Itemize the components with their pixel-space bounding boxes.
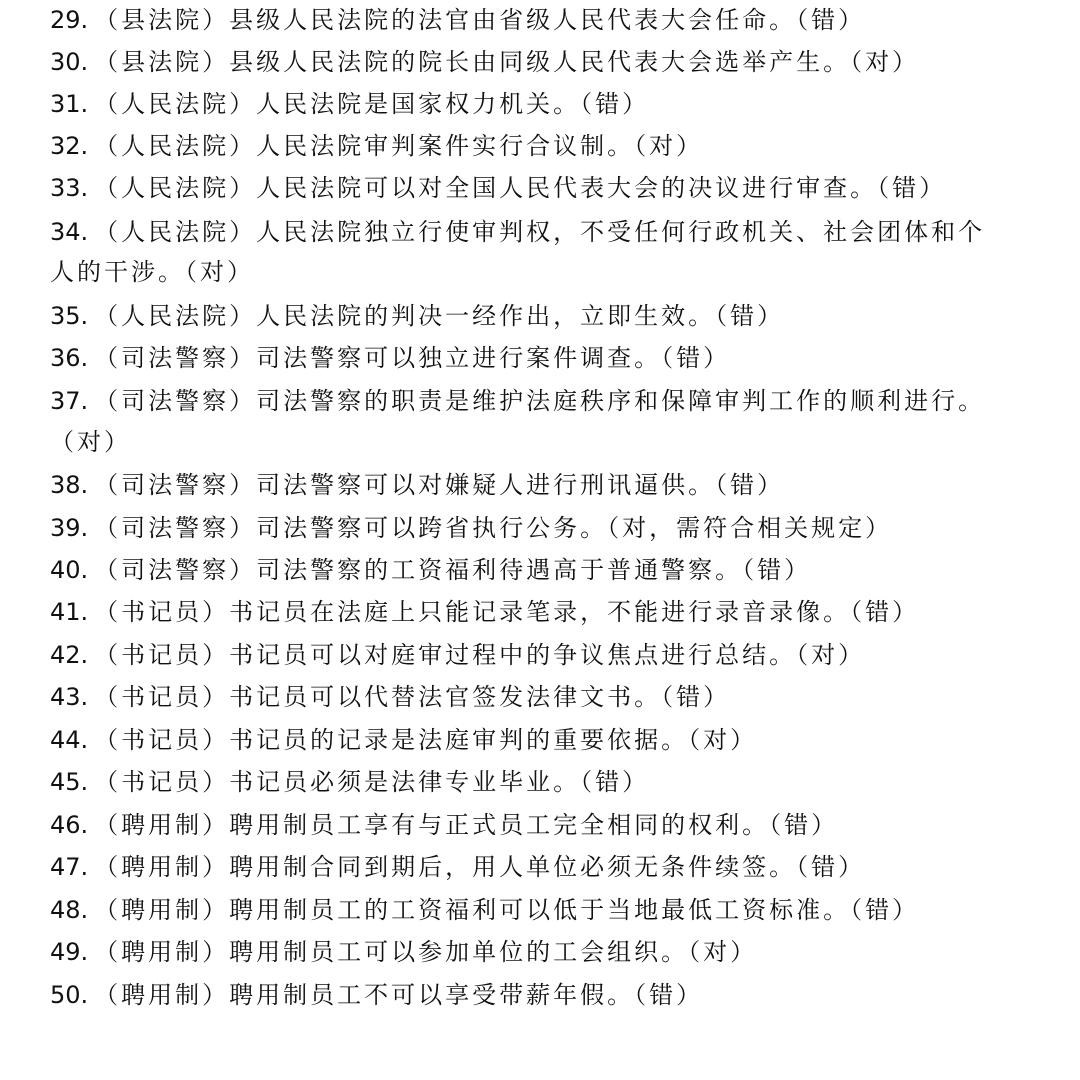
question-number: 30. <box>50 48 89 76</box>
question-text: （聘用制）聘用制员工享有与正式员工完全相同的权利。（错） <box>94 811 839 839</box>
question-34 <box>50 212 985 252</box>
question-text: （司法警察）司法警察可以对嫌疑人进行刑讯逼供。（错） <box>94 471 785 499</box>
question-44 <box>50 720 757 760</box>
question-number: 35. <box>50 302 89 330</box>
question-text: （人民法院）人民法院独立行使审判权，不受任何行政机关、社会团体和个 <box>94 218 986 246</box>
question-text: （书记员）书记员必须是法律专业毕业。（错） <box>94 768 650 796</box>
question-text-continuation: 人的干涉。（对） <box>50 258 254 286</box>
question-text: （书记员）书记员的记录是法庭审判的重要依据。（对） <box>94 726 758 754</box>
question-40 <box>50 550 811 590</box>
question-48 <box>50 890 919 930</box>
question-number: 37. <box>50 387 89 415</box>
question-50 <box>50 975 703 1015</box>
question-text: （人民法院）人民法院可以对全国人民代表大会的决议进行审查。（错） <box>94 174 947 202</box>
question-text: （聘用制）聘用制员工不可以享受带薪年假。（错） <box>94 981 704 1009</box>
question-text: （司法警察）司法警察可以跨省执行公务。（对，需符合相关规定） <box>94 514 893 542</box>
question-number: 46. <box>50 811 89 839</box>
question-number: 34. <box>50 218 89 246</box>
question-number: 38. <box>50 471 89 499</box>
question-34-continuation <box>50 252 254 292</box>
question-32 <box>50 126 703 166</box>
question-number: 49. <box>50 938 89 966</box>
question-number: 31. <box>50 90 89 118</box>
question-text: （人民法院）人民法院审判案件实行合议制。（对） <box>94 132 704 160</box>
question-text: （聘用制）聘用制合同到期后，用人单位必须无条件续签。（错） <box>94 853 866 881</box>
question-text: （聘用制）聘用制员工的工资福利可以低于当地最低工资标准。（错） <box>94 896 920 924</box>
question-text: （司法警察）司法警察可以独立进行案件调查。（错） <box>94 344 731 372</box>
question-text: （县法院）县级人民法院的法官由省级人民代表大会任命。（错） <box>94 6 866 34</box>
question-37-continuation <box>50 422 131 462</box>
question-39 <box>50 508 892 548</box>
question-number: 36. <box>50 344 89 372</box>
question-43 <box>50 677 730 717</box>
question-text: （司法警察）司法警察的职责是维护法庭秩序和保障审判工作的顺利进行。 <box>94 387 986 415</box>
question-number: 44. <box>50 726 89 754</box>
question-31 <box>50 84 649 124</box>
question-number: 43. <box>50 683 89 711</box>
question-text: （书记员）书记员可以对庭审过程中的争议焦点进行总结。（对） <box>94 641 866 669</box>
question-number: 29. <box>50 6 89 34</box>
question-36 <box>50 338 730 378</box>
question-number: 41. <box>50 598 89 626</box>
question-number: 47. <box>50 853 89 881</box>
question-text: （书记员）书记员可以代替法官签发法律文书。（错） <box>94 683 731 711</box>
question-text: （聘用制）聘用制员工可以参加单位的工会组织。（对） <box>94 938 758 966</box>
question-text: （县法院）县级人民法院的院长由同级人民代表大会选举产生。（对） <box>94 48 920 76</box>
question-text: （司法警察）司法警察的工资福利待遇高于普通警察。（错） <box>94 556 812 584</box>
question-46 <box>50 805 838 845</box>
question-49 <box>50 932 757 972</box>
question-38 <box>50 465 784 505</box>
question-30 <box>50 42 919 82</box>
question-29 <box>50 0 865 40</box>
question-text-continuation: （对） <box>50 428 131 456</box>
question-text: （书记员）书记员在法庭上只能记录笔录，不能进行录音录像。（错） <box>94 598 920 626</box>
question-number: 39. <box>50 514 89 542</box>
question-number: 45. <box>50 768 89 796</box>
question-47 <box>50 847 865 887</box>
question-text: （人民法院）人民法院是国家权力机关。（错） <box>94 90 650 118</box>
question-41 <box>50 592 919 632</box>
question-text: （人民法院）人民法院的判决一经作出，立即生效。（错） <box>94 302 785 330</box>
question-number: 33. <box>50 174 89 202</box>
question-number: 40. <box>50 556 89 584</box>
question-number: 48. <box>50 896 89 924</box>
question-number: 50. <box>50 981 89 1009</box>
question-number: 42. <box>50 641 89 669</box>
question-35 <box>50 296 784 336</box>
question-45 <box>50 762 649 802</box>
question-number: 32. <box>50 132 89 160</box>
question-33 <box>50 168 946 208</box>
question-42 <box>50 635 865 675</box>
question-37 <box>50 381 985 421</box>
